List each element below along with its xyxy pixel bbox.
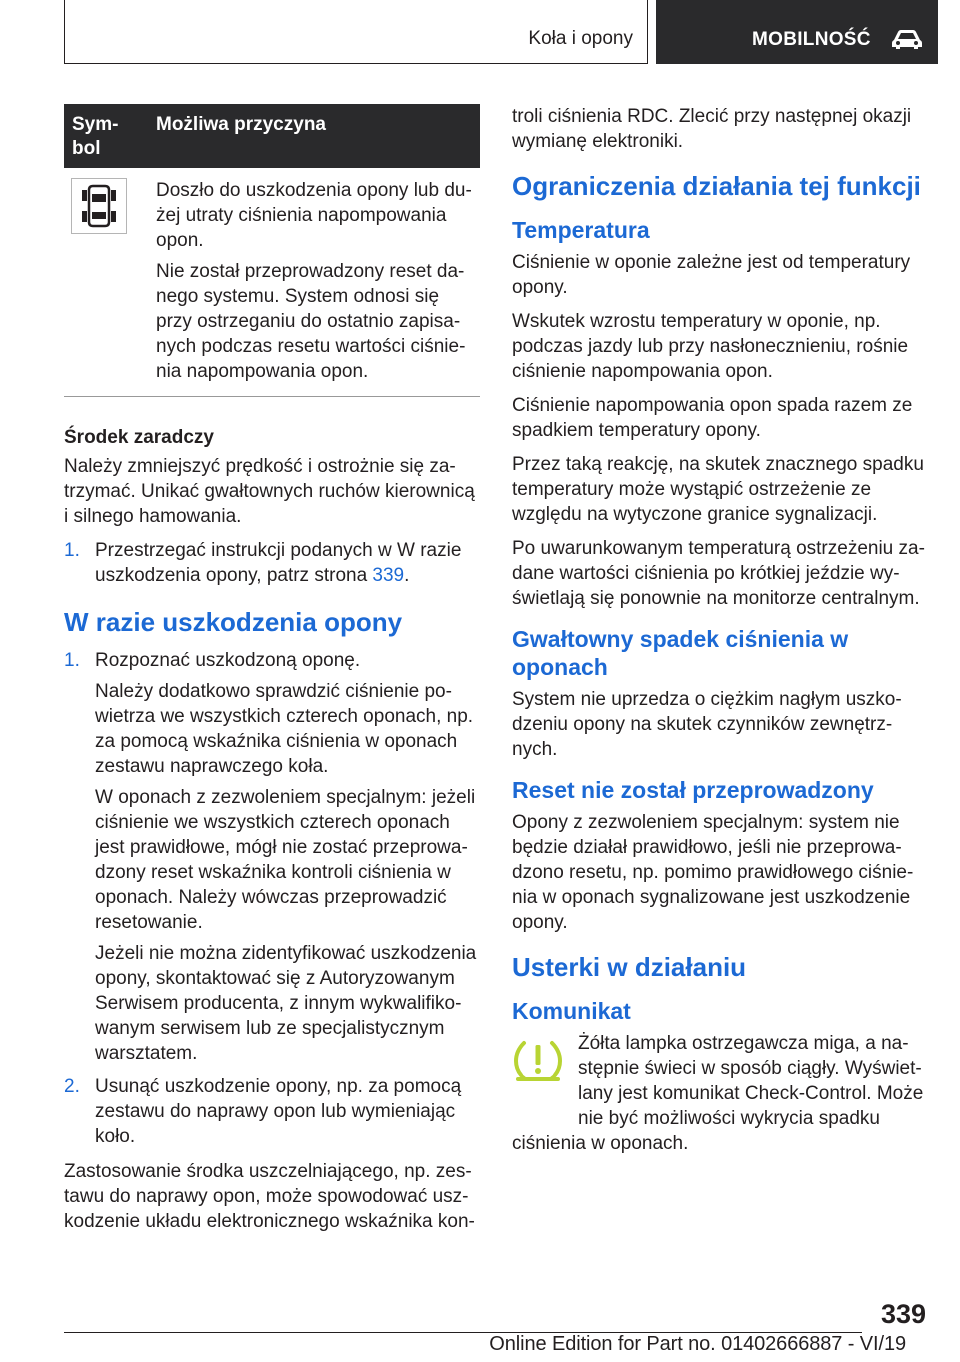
list-item — [64, 1074, 480, 1149]
message-block — [512, 1031, 926, 1156]
damage-steps — [64, 648, 480, 1149]
temperature-title: Temperatura — [512, 217, 650, 243]
table-row — [64, 168, 480, 397]
reset-text: Opony z zezwoleniem specjalnym: system nie będzie działał prawidłowo, jeśli nie przeprowa-dzono resetu, np. pomimo prawidłowego ciśnie-nia w oponach sygnalizowane jest uszkodzenie opony. — [512, 812, 914, 933]
cause-text-1: Doszło do uszkodzenia opony lub du-żej utraty ciśnienia napompowania opon. — [156, 180, 472, 251]
symbol-table — [64, 104, 480, 397]
temp-text-1: Ciśnienie w oponie zależne jest od temperatury opony. — [512, 252, 911, 298]
page-number: 339 — [880, 1299, 926, 1329]
page-link[interactable]: 339 — [372, 565, 405, 586]
chapter-tab — [656, 0, 938, 64]
col-symbol-header: Sym- bol — [72, 114, 119, 159]
sudden-loss-text: System nie uprzedza o ciężkim nagłym uszko-dzeniu opony na skutek czynników zewnętrz-nych. — [512, 689, 902, 760]
chapter-title: MOBILNOŚĆ — [752, 29, 871, 50]
continued-text: troli ciśnienia RDC. Zlecić przy następnej okazji wymianę elektroniki. — [512, 106, 912, 152]
list-item — [64, 648, 480, 1066]
step-text: Usunąć uszkodzenie opony, np. za pomocą zestawu do naprawy opon lub wymieniając koło. — [95, 1076, 462, 1147]
section-title: Koła i opony — [528, 28, 633, 49]
table-header — [64, 104, 480, 168]
message-text — [512, 1031, 926, 1156]
tire-pressure-car-icon — [71, 178, 127, 234]
step-text: Jeżeli nie można zidentyfikować uszkodzenia opony, skontaktować się z Autoryzowanym Serwisem producenta, z innym wykwalifiko-wanym serwisem lub ze specjalistycznym warsztatem. — [95, 943, 477, 1064]
step-text: Należy dodatkowo sprawdzić ciśnienie po-wietrza we wszystkich czterech oponach, np. za pomocą wskaźnika ciśnienia w oponach zestawu naprawczego koła. — [95, 681, 474, 777]
left-column — [64, 104, 480, 1234]
damage-title: W razie uszkodzenia opony — [64, 607, 403, 637]
header-section-box — [64, 0, 648, 64]
col-cause-header: Możliwa przyczyna — [156, 114, 326, 135]
right-column — [512, 104, 926, 1156]
step-number: 2. — [64, 1076, 80, 1097]
step-text: Przestrzegać instrukcji podanych w W razie uszkodzenia opony, patrz strona — [95, 540, 462, 586]
reset-title: Reset nie został przeprowadzony — [512, 777, 874, 803]
step-number: 1. — [64, 650, 80, 671]
temp-text-4: Przez taką reakcję, na skutek znacznego spadku temperatury może wystąpić ostrzeżenie ze względu na wytyczone granice sygnalizacji. — [512, 454, 924, 525]
step-number: 1. — [64, 540, 80, 561]
faults-title: Usterki w działaniu — [512, 952, 747, 982]
temp-text-2: Wskutek wzrostu temperatury w oponie, np. podczas jazdy lub przy nasłonecznieniu, rośnie ciśnienie napompowania opon. — [512, 311, 909, 382]
temp-text-5: Po uwarunkowanym temperaturą ostrzeżeniu za-dane wartości ciśnienia po krótkiej jeździe wy-świetlają się ponownie na monitorze centralnym. — [512, 538, 925, 609]
step-text: Rozpoznać uszkodzoną oponę. — [95, 650, 361, 671]
remedy-steps — [64, 538, 480, 588]
sealant-text: Zastosowanie środka uszczelniającego, np. zes-tawu do naprawy opon, może spowodować usz-kodzenie układu elektronicznego wskaźnika kon- — [64, 1161, 475, 1232]
limits-title: Ograniczenia działania tej funkcji — [512, 171, 921, 201]
message-body: Żółta lampka ostrzegawcza miga, a na-stępnie świeci w sposób ciągły. Wyświet-lany jest komunikat Check-Control. Może nie być możliwości wykrycia spadku ciśnienia w oponach. — [512, 1033, 924, 1154]
step-text: W oponach z zezwoleniem specjalnym: jeżeli ciśnienie we wszystkich czterech oponach jest prawidłowe, mógł nie zostać przeprowa-dzony reset wskaźnika kontroli ciśnienia w oponach. Należy wówczas przeprowadzić resetowanie. — [95, 787, 476, 933]
remedy-title: Środek zaradczy — [64, 427, 214, 448]
cause-text-2: Nie został przeprowadzony reset da-nego systemu. System odnosi się przy ostrzeganiu do ostatnio zapisa-nych podczas resetu wartości ciśnie-nia napompowania opon. — [156, 261, 466, 382]
temp-text-3: Ciśnienie napompowania opon spada razem ze spadkiem temperatury opony. — [512, 395, 913, 441]
step-text-end: . — [404, 565, 410, 586]
footer-edition: Online Edition for Part no. 01402666887 - VI/19 — [489, 1333, 906, 1355]
sudden-loss-title: Gwałtowny spadek ciśnienia w oponach — [512, 626, 849, 680]
remedy-text: Należy zmniejszyć prędkość i ostrożnie się za-trzymać. Unikać gwałtownych ruchów kierownicą i silnego hamowania. — [64, 456, 475, 527]
message-title: Komunikat — [512, 998, 631, 1024]
list-item — [64, 538, 480, 588]
tire-warning-icon — [512, 1037, 564, 1085]
car-icon — [890, 28, 924, 50]
